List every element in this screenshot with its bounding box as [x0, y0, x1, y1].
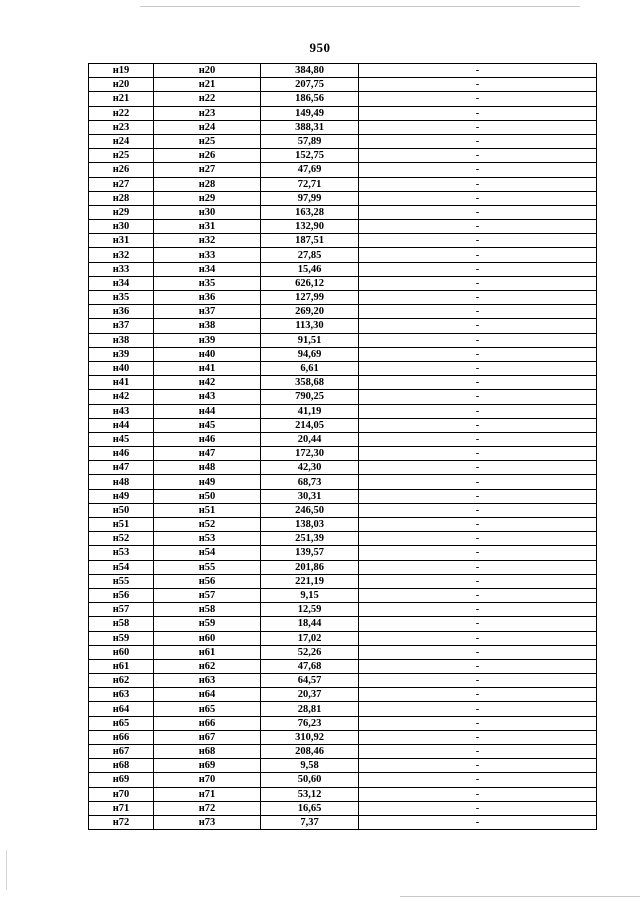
- to-point-cell: н38: [154, 319, 261, 333]
- to-point-cell: н50: [154, 489, 261, 503]
- to-point-cell: н26: [154, 149, 261, 163]
- to-point-cell: н46: [154, 432, 261, 446]
- length-cell: 50,60: [261, 773, 359, 787]
- from-point-cell: н42: [89, 390, 154, 404]
- to-point-cell: н34: [154, 262, 261, 276]
- table-body: [89, 64, 597, 830]
- length-cell: 30,31: [261, 489, 359, 503]
- note-cell: -: [359, 787, 597, 801]
- to-point-cell: н61: [154, 645, 261, 659]
- table-row: [89, 234, 597, 248]
- to-point-cell: н68: [154, 745, 261, 759]
- from-point-cell: н43: [89, 404, 154, 418]
- from-point-cell: н65: [89, 716, 154, 730]
- note-cell: -: [359, 361, 597, 375]
- note-cell: -: [359, 177, 597, 191]
- from-point-cell: н24: [89, 134, 154, 148]
- note-cell: -: [359, 347, 597, 361]
- length-cell: 384,80: [261, 64, 359, 78]
- to-point-cell: н56: [154, 574, 261, 588]
- table-row: [89, 489, 597, 503]
- note-cell: -: [359, 390, 597, 404]
- note-cell: -: [359, 333, 597, 347]
- note-cell: -: [359, 546, 597, 560]
- to-point-cell: н72: [154, 801, 261, 815]
- to-point-cell: н58: [154, 603, 261, 617]
- table-row: [89, 106, 597, 120]
- from-point-cell: н21: [89, 92, 154, 106]
- from-point-cell: н58: [89, 617, 154, 631]
- table-row: [89, 603, 597, 617]
- from-point-cell: н26: [89, 163, 154, 177]
- to-point-cell: н41: [154, 361, 261, 375]
- to-point-cell: н71: [154, 787, 261, 801]
- note-cell: -: [359, 588, 597, 602]
- length-cell: 138,03: [261, 518, 359, 532]
- table-row: [89, 305, 597, 319]
- note-cell: -: [359, 461, 597, 475]
- to-point-cell: н69: [154, 759, 261, 773]
- table-row: [89, 134, 597, 148]
- table-row: [89, 291, 597, 305]
- to-point-cell: н57: [154, 588, 261, 602]
- from-point-cell: н44: [89, 418, 154, 432]
- from-point-cell: н29: [89, 205, 154, 219]
- to-point-cell: н60: [154, 631, 261, 645]
- table-row: [89, 475, 597, 489]
- from-point-cell: н25: [89, 149, 154, 163]
- table-row: [89, 546, 597, 560]
- from-point-cell: н72: [89, 815, 154, 829]
- from-point-cell: н41: [89, 376, 154, 390]
- to-point-cell: н55: [154, 560, 261, 574]
- table-row: [89, 787, 597, 801]
- from-point-cell: н34: [89, 276, 154, 290]
- table-row: [89, 418, 597, 432]
- to-point-cell: н73: [154, 815, 261, 829]
- length-cell: 388,31: [261, 120, 359, 134]
- note-cell: -: [359, 645, 597, 659]
- note-cell: -: [359, 262, 597, 276]
- to-point-cell: н51: [154, 503, 261, 517]
- from-point-cell: н64: [89, 702, 154, 716]
- note-cell: -: [359, 773, 597, 787]
- length-cell: 214,05: [261, 418, 359, 432]
- length-cell: 186,56: [261, 92, 359, 106]
- from-point-cell: н30: [89, 220, 154, 234]
- table-row: [89, 745, 597, 759]
- from-point-cell: н19: [89, 64, 154, 78]
- length-cell: 113,30: [261, 319, 359, 333]
- note-cell: -: [359, 659, 597, 673]
- length-cell: 68,73: [261, 475, 359, 489]
- to-point-cell: н36: [154, 291, 261, 305]
- note-cell: -: [359, 291, 597, 305]
- length-cell: 6,61: [261, 361, 359, 375]
- from-point-cell: н35: [89, 291, 154, 305]
- length-cell: 16,65: [261, 801, 359, 815]
- from-point-cell: н71: [89, 801, 154, 815]
- note-cell: -: [359, 702, 597, 716]
- to-point-cell: н54: [154, 546, 261, 560]
- boundary-points-table: [88, 63, 597, 830]
- note-cell: -: [359, 78, 597, 92]
- length-cell: 139,57: [261, 546, 359, 560]
- from-point-cell: н46: [89, 447, 154, 461]
- length-cell: 57,89: [261, 134, 359, 148]
- from-point-cell: н54: [89, 560, 154, 574]
- table-row: [89, 631, 597, 645]
- to-point-cell: н21: [154, 78, 261, 92]
- to-point-cell: н63: [154, 674, 261, 688]
- from-point-cell: н57: [89, 603, 154, 617]
- table-row: [89, 376, 597, 390]
- to-point-cell: н40: [154, 347, 261, 361]
- note-cell: -: [359, 603, 597, 617]
- note-cell: -: [359, 503, 597, 517]
- note-cell: -: [359, 64, 597, 78]
- from-point-cell: н27: [89, 177, 154, 191]
- from-point-cell: н51: [89, 518, 154, 532]
- from-point-cell: н45: [89, 432, 154, 446]
- length-cell: 42,30: [261, 461, 359, 475]
- from-point-cell: н38: [89, 333, 154, 347]
- note-cell: -: [359, 518, 597, 532]
- to-point-cell: н20: [154, 64, 261, 78]
- length-cell: 208,46: [261, 745, 359, 759]
- length-cell: 132,90: [261, 220, 359, 234]
- to-point-cell: н39: [154, 333, 261, 347]
- note-cell: -: [359, 801, 597, 815]
- from-point-cell: н62: [89, 674, 154, 688]
- to-point-cell: н25: [154, 134, 261, 148]
- length-cell: 41,19: [261, 404, 359, 418]
- note-cell: -: [359, 447, 597, 461]
- table-row: [89, 319, 597, 333]
- to-point-cell: н44: [154, 404, 261, 418]
- length-cell: 47,68: [261, 659, 359, 673]
- length-cell: 94,69: [261, 347, 359, 361]
- table-row: [89, 248, 597, 262]
- from-point-cell: н59: [89, 631, 154, 645]
- length-cell: 20,44: [261, 432, 359, 446]
- note-cell: -: [359, 631, 597, 645]
- length-cell: 790,25: [261, 390, 359, 404]
- length-cell: 127,99: [261, 291, 359, 305]
- table-row: [89, 532, 597, 546]
- from-point-cell: н66: [89, 730, 154, 744]
- length-cell: 72,71: [261, 177, 359, 191]
- from-point-cell: н55: [89, 574, 154, 588]
- from-point-cell: н22: [89, 106, 154, 120]
- to-point-cell: н66: [154, 716, 261, 730]
- from-point-cell: н39: [89, 347, 154, 361]
- from-point-cell: н63: [89, 688, 154, 702]
- to-point-cell: н49: [154, 475, 261, 489]
- from-point-cell: н68: [89, 759, 154, 773]
- note-cell: -: [359, 532, 597, 546]
- note-cell: -: [359, 574, 597, 588]
- to-point-cell: н35: [154, 276, 261, 290]
- table-row: [89, 461, 597, 475]
- length-cell: 28,81: [261, 702, 359, 716]
- length-cell: 221,19: [261, 574, 359, 588]
- to-point-cell: н52: [154, 518, 261, 532]
- length-cell: 9,15: [261, 588, 359, 602]
- table-row: [89, 659, 597, 673]
- table-row: [89, 716, 597, 730]
- length-cell: 97,99: [261, 191, 359, 205]
- table-row: [89, 404, 597, 418]
- length-cell: 187,51: [261, 234, 359, 248]
- length-cell: 17,02: [261, 631, 359, 645]
- table-row: [89, 560, 597, 574]
- from-point-cell: н40: [89, 361, 154, 375]
- length-cell: 152,75: [261, 149, 359, 163]
- note-cell: -: [359, 120, 597, 134]
- to-point-cell: н42: [154, 376, 261, 390]
- note-cell: -: [359, 149, 597, 163]
- from-point-cell: н69: [89, 773, 154, 787]
- table-row: [89, 163, 597, 177]
- from-point-cell: н36: [89, 305, 154, 319]
- note-cell: -: [359, 276, 597, 290]
- scan-left-edge: [6, 850, 7, 890]
- table-row: [89, 674, 597, 688]
- note-cell: -: [359, 404, 597, 418]
- note-cell: -: [359, 205, 597, 219]
- length-cell: 149,49: [261, 106, 359, 120]
- length-cell: 172,30: [261, 447, 359, 461]
- note-cell: -: [359, 92, 597, 106]
- table-row: [89, 432, 597, 446]
- length-cell: 64,57: [261, 674, 359, 688]
- table-row: [89, 120, 597, 134]
- to-point-cell: н48: [154, 461, 261, 475]
- table-row: [89, 645, 597, 659]
- from-point-cell: н31: [89, 234, 154, 248]
- note-cell: -: [359, 305, 597, 319]
- length-cell: 52,26: [261, 645, 359, 659]
- scan-top-rule: [140, 6, 580, 7]
- table-row: [89, 92, 597, 106]
- note-cell: -: [359, 688, 597, 702]
- table-row: [89, 588, 597, 602]
- length-cell: 246,50: [261, 503, 359, 517]
- to-point-cell: н32: [154, 234, 261, 248]
- length-cell: 358,68: [261, 376, 359, 390]
- from-point-cell: н70: [89, 787, 154, 801]
- to-point-cell: н24: [154, 120, 261, 134]
- length-cell: 310,92: [261, 730, 359, 744]
- length-cell: 251,39: [261, 532, 359, 546]
- note-cell: -: [359, 191, 597, 205]
- length-cell: 27,85: [261, 248, 359, 262]
- scan-bottom-rule: [400, 896, 640, 897]
- table-row: [89, 361, 597, 375]
- table-row: [89, 617, 597, 631]
- to-point-cell: н28: [154, 177, 261, 191]
- from-point-cell: н60: [89, 645, 154, 659]
- table-row: [89, 390, 597, 404]
- note-cell: -: [359, 759, 597, 773]
- note-cell: -: [359, 560, 597, 574]
- length-cell: 201,86: [261, 560, 359, 574]
- from-point-cell: н33: [89, 262, 154, 276]
- note-cell: -: [359, 134, 597, 148]
- from-point-cell: н50: [89, 503, 154, 517]
- to-point-cell: н43: [154, 390, 261, 404]
- note-cell: -: [359, 674, 597, 688]
- from-point-cell: н49: [89, 489, 154, 503]
- note-cell: -: [359, 248, 597, 262]
- note-cell: -: [359, 489, 597, 503]
- to-point-cell: н59: [154, 617, 261, 631]
- length-cell: 12,59: [261, 603, 359, 617]
- to-point-cell: н53: [154, 532, 261, 546]
- length-cell: 9,58: [261, 759, 359, 773]
- table-row: [89, 333, 597, 347]
- note-cell: -: [359, 106, 597, 120]
- from-point-cell: н23: [89, 120, 154, 134]
- to-point-cell: н30: [154, 205, 261, 219]
- to-point-cell: н27: [154, 163, 261, 177]
- page-number: 950: [309, 40, 331, 55]
- from-point-cell: н56: [89, 588, 154, 602]
- from-point-cell: н20: [89, 78, 154, 92]
- table-row: [89, 64, 597, 78]
- table-row: [89, 702, 597, 716]
- table-row: [89, 574, 597, 588]
- from-point-cell: н67: [89, 745, 154, 759]
- length-cell: 207,75: [261, 78, 359, 92]
- from-point-cell: н37: [89, 319, 154, 333]
- table-row: [89, 262, 597, 276]
- table-row: [89, 815, 597, 829]
- note-cell: -: [359, 475, 597, 489]
- length-cell: 53,12: [261, 787, 359, 801]
- to-point-cell: н45: [154, 418, 261, 432]
- length-cell: 15,46: [261, 262, 359, 276]
- table-row: [89, 447, 597, 461]
- note-cell: -: [359, 319, 597, 333]
- to-point-cell: н65: [154, 702, 261, 716]
- to-point-cell: н37: [154, 305, 261, 319]
- from-point-cell: н53: [89, 546, 154, 560]
- table-row: [89, 688, 597, 702]
- from-point-cell: н52: [89, 532, 154, 546]
- note-cell: -: [359, 745, 597, 759]
- table-row: [89, 759, 597, 773]
- table-row: [89, 205, 597, 219]
- note-cell: -: [359, 220, 597, 234]
- table-row: [89, 801, 597, 815]
- length-cell: 269,20: [261, 305, 359, 319]
- table-row: [89, 347, 597, 361]
- table-row: [89, 220, 597, 234]
- note-cell: -: [359, 234, 597, 248]
- to-point-cell: н31: [154, 220, 261, 234]
- length-cell: 18,44: [261, 617, 359, 631]
- note-cell: -: [359, 815, 597, 829]
- to-point-cell: н23: [154, 106, 261, 120]
- to-point-cell: н22: [154, 92, 261, 106]
- to-point-cell: н70: [154, 773, 261, 787]
- note-cell: -: [359, 163, 597, 177]
- table-row: [89, 78, 597, 92]
- to-point-cell: н62: [154, 659, 261, 673]
- table-row: [89, 191, 597, 205]
- from-point-cell: н32: [89, 248, 154, 262]
- to-point-cell: н33: [154, 248, 261, 262]
- from-point-cell: н28: [89, 191, 154, 205]
- table-row: [89, 149, 597, 163]
- note-cell: -: [359, 730, 597, 744]
- note-cell: -: [359, 418, 597, 432]
- from-point-cell: н61: [89, 659, 154, 673]
- to-point-cell: н29: [154, 191, 261, 205]
- note-cell: -: [359, 716, 597, 730]
- from-point-cell: н48: [89, 475, 154, 489]
- length-cell: 76,23: [261, 716, 359, 730]
- length-cell: 91,51: [261, 333, 359, 347]
- note-cell: -: [359, 617, 597, 631]
- to-point-cell: н67: [154, 730, 261, 744]
- length-cell: 7,37: [261, 815, 359, 829]
- length-cell: 47,69: [261, 163, 359, 177]
- from-point-cell: н47: [89, 461, 154, 475]
- table-row: [89, 177, 597, 191]
- table-row: [89, 503, 597, 517]
- note-cell: -: [359, 376, 597, 390]
- note-cell: -: [359, 432, 597, 446]
- table-row: [89, 730, 597, 744]
- length-cell: 163,28: [261, 205, 359, 219]
- to-point-cell: н47: [154, 447, 261, 461]
- length-cell: 626,12: [261, 276, 359, 290]
- length-cell: 20,37: [261, 688, 359, 702]
- table-row: [89, 773, 597, 787]
- to-point-cell: н64: [154, 688, 261, 702]
- table-row: [89, 518, 597, 532]
- table-row: [89, 276, 597, 290]
